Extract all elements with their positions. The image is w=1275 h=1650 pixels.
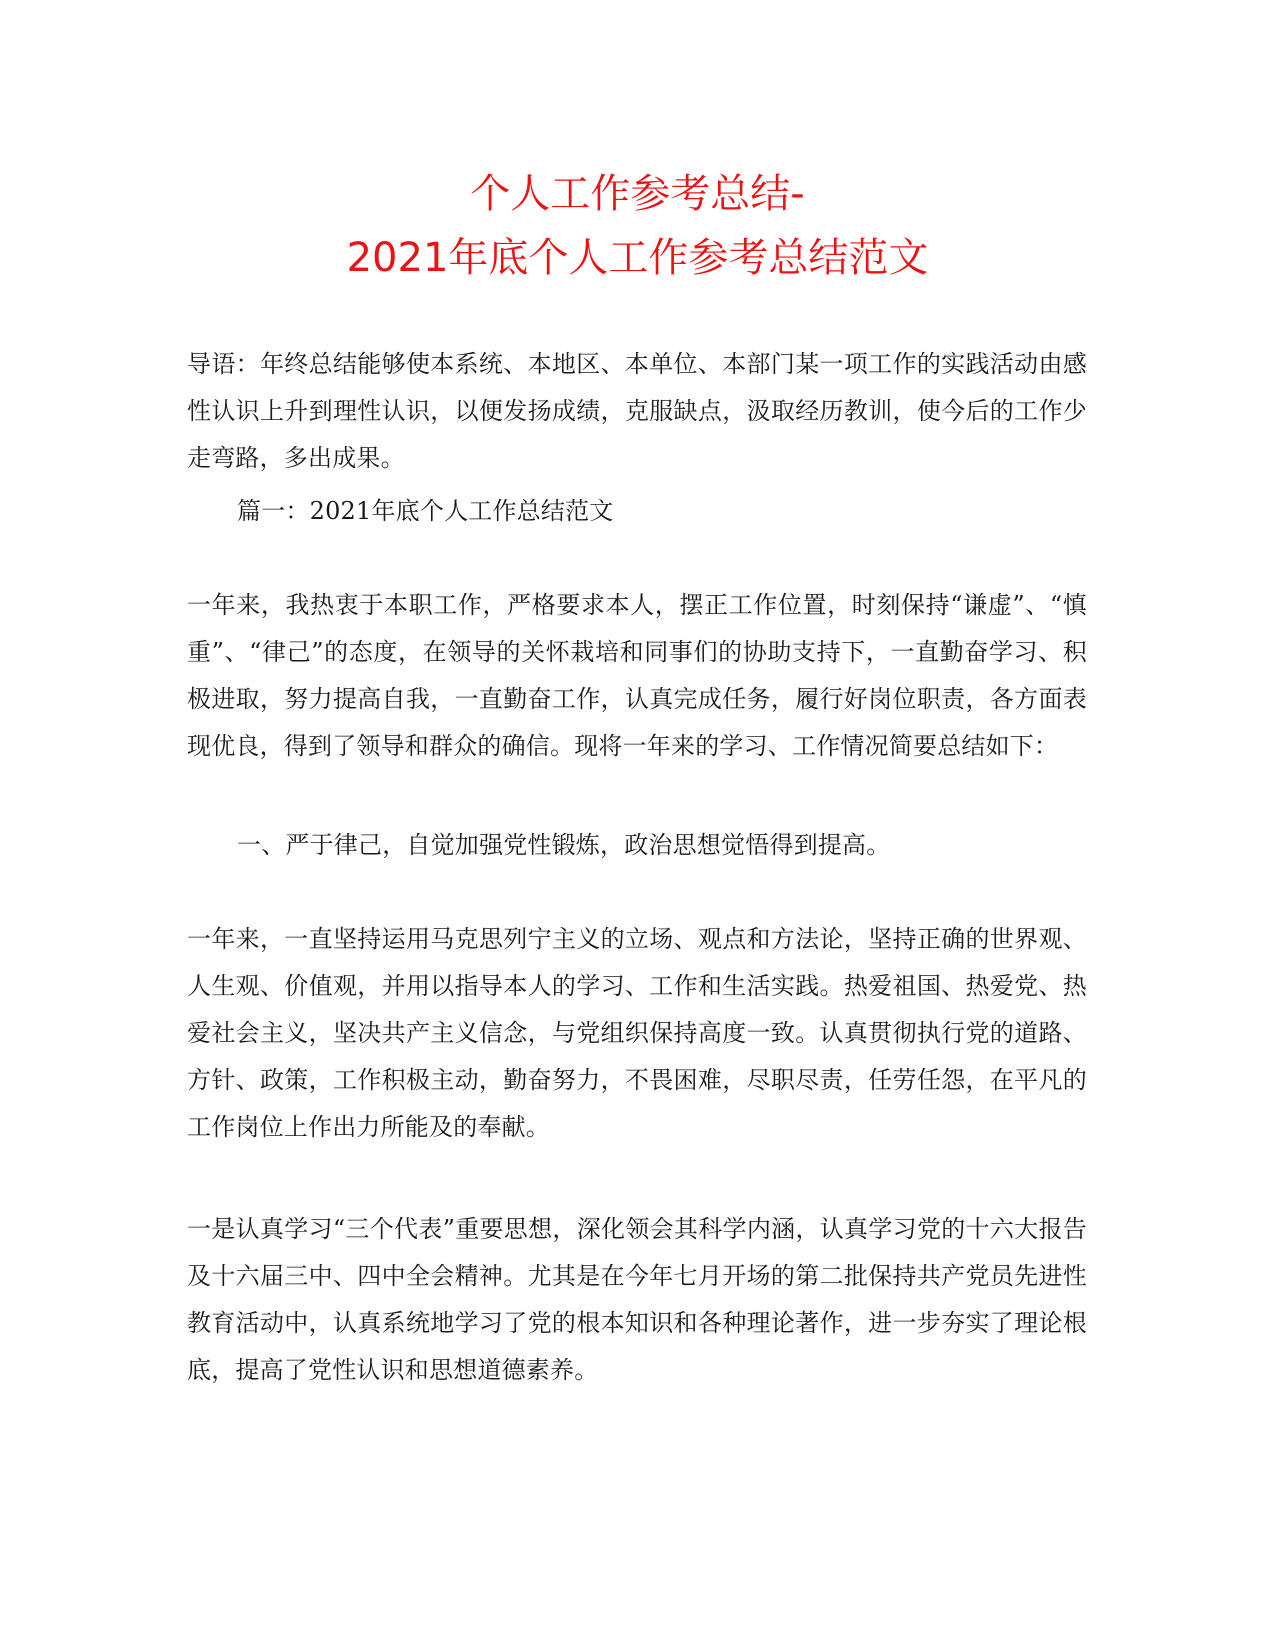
subheading-1: 一、严于律己，自觉加强党性锻炼，政治思想觉悟得到提高。 bbox=[237, 831, 891, 859]
body-paragraph-2: 一年来，一直坚持运用马克思列宁主义的立场、观点和方法论，坚持正确的世界观、人生观、价值观，并用以指导本人的学习、工作和生活实践。热爱祖国、热爱党、热爱社会主义，坚决共产主义信念，与党组织保持高度一致。认真贯彻执行党的道路、方针、政策，工作积极主动，勤奋努力，不畏困难，尽职尽责，任劳任怨，在平凡的工作岗位上作出力所能及的奉献。 bbox=[187, 925, 1087, 1141]
document-title-line-2: 2021年底个人工作参考总结范文 bbox=[346, 235, 929, 281]
body-paragraph-1: 一年来，我热衷于本职工作，严格要求本人，摆正工作位置，时刻保持“谦虚”、“慎重”、“律己”的态度，在领导的关怀栽培和同事们的协助支持下，一直勤奋学习、积极进取，努力提高自我，一直勤奋工作，认真完成任务，履行好岗位职责，各方面表现优良，得到了领导和群众的确信。现将一年来的学习、工作情况简要总结如下： bbox=[187, 591, 1087, 760]
document-title-line-1: 个人工作参考总结- bbox=[470, 171, 805, 217]
body-paragraph-3: 一是认真学习“三个代表”重要思想，深化领会其科学内涵，认真学习党的十六大报告及十六届三中、四中全会精神。尤其是在今年七月开场的第二批保持共产党员先进性教育活动中，认真系统地学习了党的根本知识和各种理论著作，进一步夯实了理论根底，提高了党性认识和思想道德素养。 bbox=[187, 1215, 1087, 1384]
intro-paragraph: 导语：年终总结能够使本系统、本地区、本单位、本部门某一项工作的实践活动由感性认识上升到理性认识，以便发扬成绩，克服缺点，汲取经历教训，使今后的工作少走弯路，多出成果。 bbox=[187, 350, 1087, 472]
section-heading: 篇一：2021年底个人工作总结范文 bbox=[237, 497, 614, 525]
